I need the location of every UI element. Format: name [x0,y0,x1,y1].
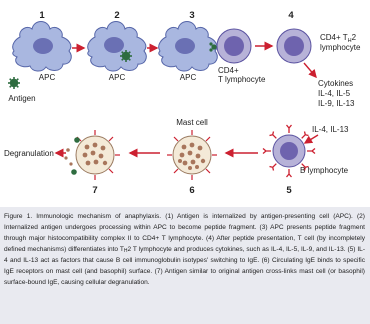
antigen-icon [8,77,20,89]
il-signal-arrow [305,135,318,143]
cytokine-release-arrow [304,63,316,77]
apc-label-2: APC [108,73,126,82]
figure-caption [4,211,365,288]
antigen-label: Antigen [8,94,36,103]
b-lymphocyte-label: B lymphocyte [300,166,349,175]
step-4-number: 4 [288,10,294,21]
cytokines-title: Cytokines [318,79,354,88]
caption-text-part2: 2 T lymphocyte and produces cytokines, such as IL-4, IL-5, IL-9, and IL-13. (5) IL-4 and IL-13 act as factors that cause B cell immunoglobulin isotypes' switching to IgE. (6) Circulating IgE binds to specific IgE receptors on mast cell (and basophil) surface. (7) Antigen similar to original antigen cross-links mast cell (or basophil) surface-bound IgE, causing cellular degranulation. [4,246,366,287]
cd4-t-label-line2: T lymphocyte [218,75,266,84]
apc-label-3: APC [179,73,197,82]
cd4-t-label-line1: CD4+ [218,66,239,75]
il4-il13-label: IL-4, IL-13 [312,125,349,134]
caption-lead: Figure 1. Immunologic mechanism of anaphylaxis. [4,213,162,220]
cd4-th2-label-line2: lymphocyte [320,43,361,52]
apc-cell-1 [13,22,72,72]
cd4-t-lymphocyte-cell [217,29,251,63]
apc-cell-3 [159,22,218,72]
apc-cell-2 [88,22,147,72]
step-3-number: 3 [189,10,195,21]
step-6-number: 6 [189,185,195,196]
mast-cell-label: Mast cell [176,118,208,127]
released-granules [64,148,72,165]
caption-subscript: H [123,248,128,255]
step-1-number: 1 [39,10,45,21]
cytokines-list-1: IL-4, IL-5 [318,89,351,98]
step-7-number: 7 [92,185,98,196]
mast-cell-7 [76,130,120,180]
mast-cell-6 [167,130,217,180]
step-5-number: 5 [286,185,292,196]
cytokines-list-2: IL-9, IL-13 [318,99,355,108]
cd4-th2-label-line1: $CD4+ T_H2$ [320,33,357,44]
internalized-antigen-icon [120,50,132,62]
caption-text-part1: (1) Antigen is internalized by antigen-presenting cell (APC). (2) Internalized antigen undergoes processing within APC to become peptide fragment. (3) APC presents peptide fragment through major histocompatibility complex II to CD4+ T lymphocyte. (4) After peptide presentation, T cell (by incompletely defined mechanisms) differentiates into T [4,213,365,254]
th2-lymphocyte-cell [277,29,311,63]
degranulation-label: Degranulation [4,149,54,158]
step-2-number: 2 [114,10,120,21]
apc-label-1: APC [38,73,56,82]
